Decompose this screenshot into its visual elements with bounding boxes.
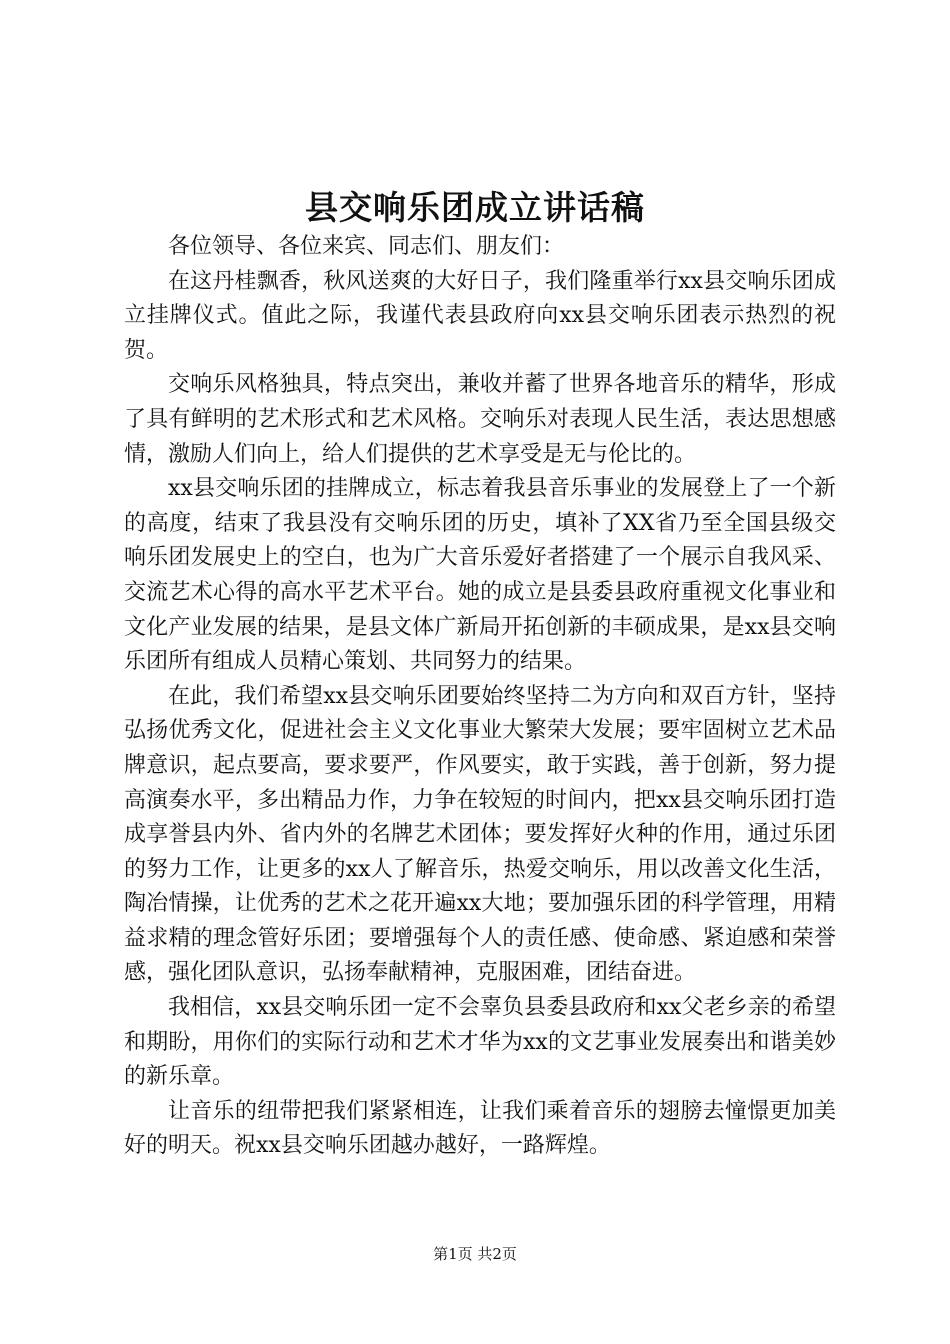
paragraph: 在这丹桂飘香，秋风送爽的大好日子，我们隆重举行xx县交响乐团成立挂牌仪式。值此之际，我谨代表县政府向xx县交响乐团表示热烈的祝贺。 [124, 268, 836, 363]
salutation-paragraph: 各位领导、各位来宾、同志们、朋友们： [168, 234, 565, 259]
paragraph: 我相信，xx县交响乐团一定不会辜负县委县政府和xx父老乡亲的希望和期盼，用你们的实际行动和艺术才华为xx的文艺事业发展奏出和谐美妙的新乐章。 [124, 995, 836, 1090]
page-title: 县交响乐团成立讲话稿 [305, 188, 645, 227]
document-body [124, 230, 836, 1164]
paragraph: xx县交响乐团的挂牌成立，标志着我县音乐事业的发展登上了一个新的高度，结束了我县没有交响乐团的历史，填补了XX省乃至全国县级交响乐团发展史上的空白，也为广大音乐爱好者搭建了一个展示自我风采、交流艺术心得的高水平艺术平台。她的成立是县委县政府重视文化事业和文化产业发展的结果，是县文体广新局开拓创新的丰硕成果，是xx县交响乐团所有组成人员精心策划、共同努力的结果。 [124, 476, 836, 675]
closing-paragraph: 让音乐的纽带把我们紧紧相连，让我们乘着音乐的翅膀去憧憬更加美好的明天。祝xx县交响乐团越办越好，一路辉煌。 [124, 1098, 836, 1159]
paragraph: 交响乐风格独具，特点突出，兼收并蓄了世界各地音乐的精华，形成了具有鲜明的艺术形式和艺术风格。交响乐对表现人民生活，表达思想感情，激励人们向上，给人们提供的艺术享受是无与伦比的。 [124, 372, 836, 467]
page-footer: 第1页 共2页 [433, 1245, 517, 1263]
paragraph: 在此，我们希望xx县交响乐团要始终坚持二为方向和双百方针，坚持弘扬优秀文化，促进社会主义文化事业大繁荣大发展；要牢固树立艺术品牌意识，起点要高，要求要严，作风要实，敢于实践，善于创新，努力提高演奏水平，多出精品力作，力争在较短的时间内，把xx县交响乐团打造成享誉县内外、省内外的名牌艺术团体；要发挥好火种的作用，通过乐团的努力工作，让更多的xx人了解音乐，热爱交响乐，用以改善文化生活，陶冶情操，让优秀的艺术之花开遍xx大地；要加强乐团的科学管理，用精益求精的理念管好乐团；要增强每个人的责任感、使命感、紧迫感和荣誉感，强化团队意识，弘扬奉献精神，克服困难，团结奋进。 [124, 683, 836, 986]
